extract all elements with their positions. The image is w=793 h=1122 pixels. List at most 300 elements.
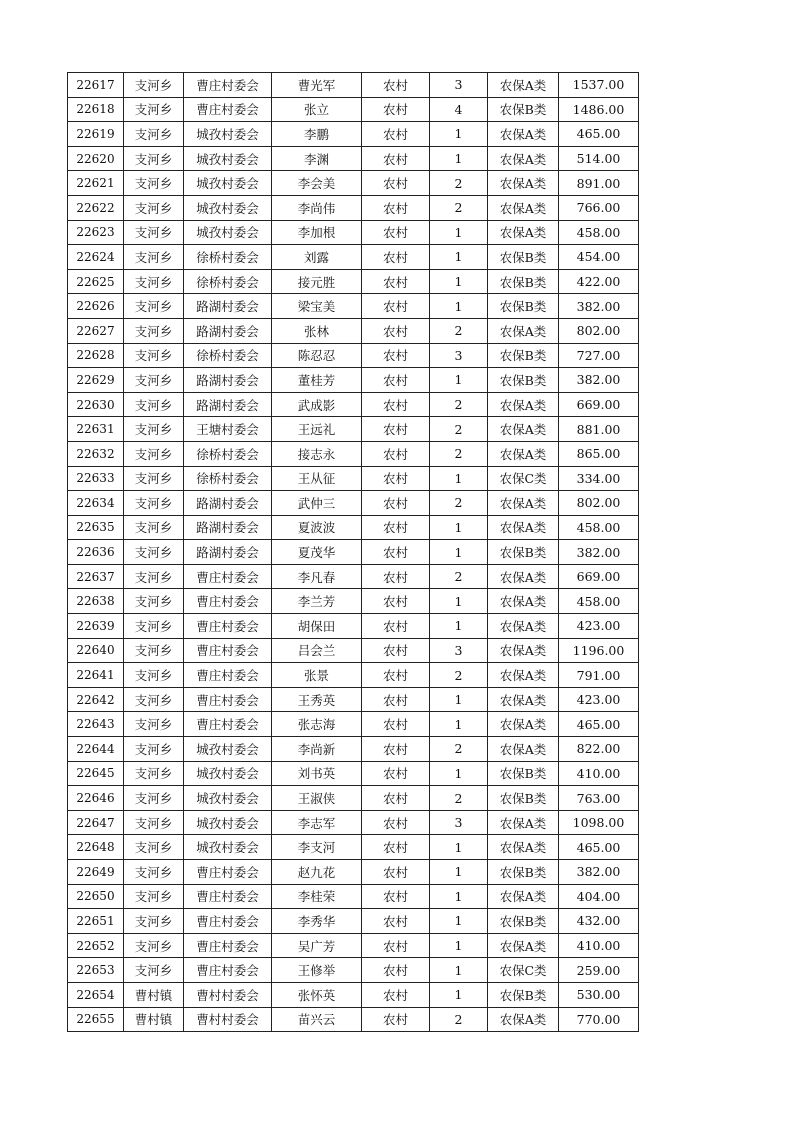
table-row: [68, 982, 639, 1007]
insurance-category-cell: 农保A类: [488, 564, 559, 589]
area-type-cell: 农村: [362, 269, 430, 294]
record-id-cell: 22646: [68, 786, 124, 811]
township-cell: 支河乡: [124, 712, 184, 737]
village-committee-cell: 王塘村委会: [184, 417, 272, 442]
township-cell: 支河乡: [124, 515, 184, 540]
household-size-cell: 1: [430, 761, 488, 786]
amount-cell: 802.00: [559, 318, 639, 343]
area-type-cell: 农村: [362, 368, 430, 393]
amount-cell: 791.00: [559, 663, 639, 688]
household-size-cell: 1: [430, 860, 488, 885]
table-row: [68, 441, 639, 466]
table-row: [68, 318, 639, 343]
area-type-cell: 农村: [362, 122, 430, 147]
record-id-cell: 22627: [68, 318, 124, 343]
table-row: [68, 294, 639, 319]
area-type-cell: 农村: [362, 73, 430, 98]
township-cell: 支河乡: [124, 786, 184, 811]
area-type-cell: 农村: [362, 958, 430, 983]
person-name-cell: 吴广芳: [272, 933, 362, 958]
insurance-category-cell: 农保B类: [488, 761, 559, 786]
village-committee-cell: 曹村村委会: [184, 1007, 272, 1032]
area-type-cell: 农村: [362, 540, 430, 565]
insurance-category-cell: 农保A类: [488, 417, 559, 442]
household-size-cell: 1: [430, 294, 488, 319]
household-size-cell: 1: [430, 835, 488, 860]
person-name-cell: 李桂荣: [272, 884, 362, 909]
person-name-cell: 胡保田: [272, 614, 362, 639]
record-id-cell: 22643: [68, 712, 124, 737]
village-committee-cell: 曹庄村委会: [184, 860, 272, 885]
area-type-cell: 农村: [362, 860, 430, 885]
table-row: [68, 146, 639, 171]
person-name-cell: 梁宝美: [272, 294, 362, 319]
village-committee-cell: 曹庄村委会: [184, 958, 272, 983]
record-id-cell: 22641: [68, 663, 124, 688]
amount-cell: 881.00: [559, 417, 639, 442]
village-committee-cell: 曹庄村委会: [184, 933, 272, 958]
insurance-category-cell: 农保B类: [488, 368, 559, 393]
township-cell: 支河乡: [124, 269, 184, 294]
amount-cell: 1196.00: [559, 638, 639, 663]
table-row: [68, 958, 639, 983]
household-size-cell: 4: [430, 97, 488, 122]
village-committee-cell: 曹庄村委会: [184, 909, 272, 934]
person-name-cell: 武成影: [272, 392, 362, 417]
amount-cell: 1537.00: [559, 73, 639, 98]
household-size-cell: 2: [430, 663, 488, 688]
township-cell: 支河乡: [124, 933, 184, 958]
amount-cell: 465.00: [559, 712, 639, 737]
area-type-cell: 农村: [362, 909, 430, 934]
person-name-cell: 刘露: [272, 245, 362, 270]
area-type-cell: 农村: [362, 294, 430, 319]
household-size-cell: 1: [430, 933, 488, 958]
table-row: [68, 491, 639, 516]
village-committee-cell: 徐桥村委会: [184, 441, 272, 466]
village-committee-cell: 路湖村委会: [184, 368, 272, 393]
village-committee-cell: 曹庄村委会: [184, 564, 272, 589]
record-id-cell: 22644: [68, 737, 124, 762]
record-id-cell: 22622: [68, 195, 124, 220]
insurance-category-cell: 农保A类: [488, 146, 559, 171]
person-name-cell: 刘书英: [272, 761, 362, 786]
township-cell: 支河乡: [124, 146, 184, 171]
person-name-cell: 王淑侠: [272, 786, 362, 811]
insurance-category-cell: 农保A类: [488, 491, 559, 516]
table-row: [68, 1007, 639, 1032]
person-name-cell: 张志海: [272, 712, 362, 737]
table-row: [68, 564, 639, 589]
person-name-cell: 接元胜: [272, 269, 362, 294]
township-cell: 支河乡: [124, 663, 184, 688]
area-type-cell: 农村: [362, 663, 430, 688]
township-cell: 支河乡: [124, 171, 184, 196]
amount-cell: 766.00: [559, 195, 639, 220]
person-name-cell: 王远礼: [272, 417, 362, 442]
household-size-cell: 1: [430, 515, 488, 540]
village-committee-cell: 城孜村委会: [184, 737, 272, 762]
table-row: [68, 540, 639, 565]
insurance-category-cell: 农保B类: [488, 860, 559, 885]
insurance-category-cell: 农保A类: [488, 737, 559, 762]
area-type-cell: 农村: [362, 171, 430, 196]
area-type-cell: 农村: [362, 712, 430, 737]
person-name-cell: 李会美: [272, 171, 362, 196]
amount-cell: 763.00: [559, 786, 639, 811]
insurance-category-cell: 农保A类: [488, 638, 559, 663]
village-committee-cell: 曹庄村委会: [184, 884, 272, 909]
record-id-cell: 22635: [68, 515, 124, 540]
record-id-cell: 22620: [68, 146, 124, 171]
village-committee-cell: 城孜村委会: [184, 761, 272, 786]
table-row: [68, 737, 639, 762]
village-committee-cell: 曹庄村委会: [184, 73, 272, 98]
township-cell: 支河乡: [124, 737, 184, 762]
area-type-cell: 农村: [362, 491, 430, 516]
household-size-cell: 3: [430, 810, 488, 835]
insurance-category-cell: 农保B类: [488, 245, 559, 270]
area-type-cell: 农村: [362, 982, 430, 1007]
village-committee-cell: 徐桥村委会: [184, 245, 272, 270]
household-size-cell: 1: [430, 614, 488, 639]
household-size-cell: 2: [430, 195, 488, 220]
area-type-cell: 农村: [362, 786, 430, 811]
table-row: [68, 884, 639, 909]
insurance-category-cell: 农保A类: [488, 810, 559, 835]
area-type-cell: 农村: [362, 417, 430, 442]
record-id-cell: 22634: [68, 491, 124, 516]
records-table-body: [68, 73, 639, 1032]
township-cell: 曹村镇: [124, 982, 184, 1007]
amount-cell: 382.00: [559, 540, 639, 565]
township-cell: 支河乡: [124, 860, 184, 885]
amount-cell: 458.00: [559, 515, 639, 540]
record-id-cell: 22629: [68, 368, 124, 393]
record-id-cell: 22618: [68, 97, 124, 122]
table-row: [68, 122, 639, 147]
table-row: [68, 171, 639, 196]
person-name-cell: 夏茂华: [272, 540, 362, 565]
area-type-cell: 农村: [362, 392, 430, 417]
township-cell: 支河乡: [124, 638, 184, 663]
amount-cell: 422.00: [559, 269, 639, 294]
village-committee-cell: 徐桥村委会: [184, 466, 272, 491]
amount-cell: 727.00: [559, 343, 639, 368]
table-row: [68, 687, 639, 712]
area-type-cell: 农村: [362, 441, 430, 466]
township-cell: 支河乡: [124, 417, 184, 442]
township-cell: 支河乡: [124, 564, 184, 589]
township-cell: 支河乡: [124, 294, 184, 319]
amount-cell: 382.00: [559, 368, 639, 393]
township-cell: 支河乡: [124, 368, 184, 393]
village-committee-cell: 城孜村委会: [184, 171, 272, 196]
table-row: [68, 638, 639, 663]
household-size-cell: 2: [430, 786, 488, 811]
household-size-cell: 1: [430, 146, 488, 171]
person-name-cell: 接志永: [272, 441, 362, 466]
record-id-cell: 22640: [68, 638, 124, 663]
amount-cell: 802.00: [559, 491, 639, 516]
insurance-category-cell: 农保A类: [488, 220, 559, 245]
table-row: [68, 368, 639, 393]
person-name-cell: 王修举: [272, 958, 362, 983]
record-id-cell: 22626: [68, 294, 124, 319]
record-id-cell: 22651: [68, 909, 124, 934]
insurance-category-cell: 农保A类: [488, 441, 559, 466]
record-id-cell: 22652: [68, 933, 124, 958]
township-cell: 支河乡: [124, 614, 184, 639]
insurance-category-cell: 农保A类: [488, 614, 559, 639]
household-size-cell: 3: [430, 73, 488, 98]
person-name-cell: 李兰芳: [272, 589, 362, 614]
insurance-category-cell: 农保A类: [488, 122, 559, 147]
table-row: [68, 589, 639, 614]
village-committee-cell: 城孜村委会: [184, 786, 272, 811]
township-cell: 支河乡: [124, 909, 184, 934]
table-row: [68, 810, 639, 835]
person-name-cell: 李凡春: [272, 564, 362, 589]
township-cell: 支河乡: [124, 245, 184, 270]
table-row: [68, 392, 639, 417]
insurance-category-cell: 农保A类: [488, 1007, 559, 1032]
record-id-cell: 22633: [68, 466, 124, 491]
amount-cell: 465.00: [559, 122, 639, 147]
amount-cell: 454.00: [559, 245, 639, 270]
amount-cell: 423.00: [559, 614, 639, 639]
amount-cell: 334.00: [559, 466, 639, 491]
household-size-cell: 1: [430, 982, 488, 1007]
person-name-cell: 董桂芳: [272, 368, 362, 393]
insurance-category-cell: 农保C类: [488, 958, 559, 983]
insurance-category-cell: 农保A类: [488, 318, 559, 343]
area-type-cell: 农村: [362, 97, 430, 122]
insurance-category-cell: 农保B类: [488, 909, 559, 934]
area-type-cell: 农村: [362, 884, 430, 909]
area-type-cell: 农村: [362, 515, 430, 540]
township-cell: 支河乡: [124, 195, 184, 220]
township-cell: 支河乡: [124, 392, 184, 417]
household-size-cell: 2: [430, 1007, 488, 1032]
township-cell: 支河乡: [124, 958, 184, 983]
area-type-cell: 农村: [362, 589, 430, 614]
township-cell: 支河乡: [124, 73, 184, 98]
person-name-cell: 李渊: [272, 146, 362, 171]
township-cell: 支河乡: [124, 97, 184, 122]
person-name-cell: 张立: [272, 97, 362, 122]
table-row: [68, 835, 639, 860]
record-id-cell: 22648: [68, 835, 124, 860]
table-row: [68, 515, 639, 540]
table-row: [68, 909, 639, 934]
insurance-category-cell: 农保B类: [488, 786, 559, 811]
person-name-cell: 曹光军: [272, 73, 362, 98]
insurance-category-cell: 农保B类: [488, 294, 559, 319]
record-id-cell: 22628: [68, 343, 124, 368]
amount-cell: 458.00: [559, 220, 639, 245]
insurance-category-cell: 农保C类: [488, 466, 559, 491]
insurance-category-cell: 农保A类: [488, 515, 559, 540]
insurance-category-cell: 农保A类: [488, 933, 559, 958]
village-committee-cell: 徐桥村委会: [184, 343, 272, 368]
village-committee-cell: 城孜村委会: [184, 195, 272, 220]
amount-cell: 530.00: [559, 982, 639, 1007]
record-id-cell: 22650: [68, 884, 124, 909]
table-row: [68, 343, 639, 368]
insurance-category-cell: 农保B类: [488, 982, 559, 1007]
household-size-cell: 3: [430, 343, 488, 368]
village-committee-cell: 曹庄村委会: [184, 614, 272, 639]
area-type-cell: 农村: [362, 318, 430, 343]
person-name-cell: 王从征: [272, 466, 362, 491]
area-type-cell: 农村: [362, 146, 430, 171]
household-size-cell: 1: [430, 269, 488, 294]
table-row: [68, 786, 639, 811]
amount-cell: 822.00: [559, 737, 639, 762]
person-name-cell: 王秀英: [272, 687, 362, 712]
village-committee-cell: 曹庄村委会: [184, 638, 272, 663]
table-row: [68, 614, 639, 639]
household-size-cell: 1: [430, 958, 488, 983]
amount-cell: 1486.00: [559, 97, 639, 122]
table-row: [68, 220, 639, 245]
amount-cell: 410.00: [559, 761, 639, 786]
household-size-cell: 2: [430, 737, 488, 762]
household-size-cell: 1: [430, 368, 488, 393]
person-name-cell: 张景: [272, 663, 362, 688]
person-name-cell: 李加根: [272, 220, 362, 245]
table-row: [68, 761, 639, 786]
village-committee-cell: 路湖村委会: [184, 540, 272, 565]
record-id-cell: 22655: [68, 1007, 124, 1032]
amount-cell: 423.00: [559, 687, 639, 712]
records-table: [67, 72, 639, 1032]
village-committee-cell: 城孜村委会: [184, 835, 272, 860]
person-name-cell: 张林: [272, 318, 362, 343]
record-id-cell: 22638: [68, 589, 124, 614]
insurance-category-cell: 农保B类: [488, 97, 559, 122]
amount-cell: 382.00: [559, 860, 639, 885]
person-name-cell: 李鹏: [272, 122, 362, 147]
household-size-cell: 2: [430, 318, 488, 343]
insurance-category-cell: 农保A类: [488, 73, 559, 98]
record-id-cell: 22649: [68, 860, 124, 885]
table-row: [68, 73, 639, 98]
amount-cell: 669.00: [559, 392, 639, 417]
area-type-cell: 农村: [362, 466, 430, 491]
area-type-cell: 农村: [362, 220, 430, 245]
area-type-cell: 农村: [362, 933, 430, 958]
amount-cell: 458.00: [559, 589, 639, 614]
insurance-category-cell: 农保A类: [488, 884, 559, 909]
village-committee-cell: 曹庄村委会: [184, 712, 272, 737]
household-size-cell: 1: [430, 466, 488, 491]
township-cell: 支河乡: [124, 491, 184, 516]
village-committee-cell: 城孜村委会: [184, 810, 272, 835]
person-name-cell: 李志军: [272, 810, 362, 835]
household-size-cell: 3: [430, 638, 488, 663]
amount-cell: 259.00: [559, 958, 639, 983]
household-size-cell: 2: [430, 417, 488, 442]
village-committee-cell: 路湖村委会: [184, 392, 272, 417]
area-type-cell: 农村: [362, 195, 430, 220]
township-cell: 支河乡: [124, 884, 184, 909]
person-name-cell: 张怀英: [272, 982, 362, 1007]
table-row: [68, 712, 639, 737]
amount-cell: 1098.00: [559, 810, 639, 835]
amount-cell: 770.00: [559, 1007, 639, 1032]
village-committee-cell: 路湖村委会: [184, 515, 272, 540]
area-type-cell: 农村: [362, 1007, 430, 1032]
area-type-cell: 农村: [362, 343, 430, 368]
insurance-category-cell: 农保B类: [488, 343, 559, 368]
household-size-cell: 1: [430, 589, 488, 614]
record-id-cell: 22636: [68, 540, 124, 565]
person-name-cell: 李尚新: [272, 737, 362, 762]
household-size-cell: 1: [430, 245, 488, 270]
area-type-cell: 农村: [362, 614, 430, 639]
household-size-cell: 1: [430, 540, 488, 565]
person-name-cell: 苗兴云: [272, 1007, 362, 1032]
record-id-cell: 22637: [68, 564, 124, 589]
household-size-cell: 1: [430, 220, 488, 245]
table-row: [68, 245, 639, 270]
village-committee-cell: 路湖村委会: [184, 294, 272, 319]
person-name-cell: 赵九花: [272, 860, 362, 885]
record-id-cell: 22619: [68, 122, 124, 147]
township-cell: 支河乡: [124, 540, 184, 565]
township-cell: 支河乡: [124, 220, 184, 245]
village-committee-cell: 城孜村委会: [184, 122, 272, 147]
township-cell: 支河乡: [124, 835, 184, 860]
person-name-cell: 李秀华: [272, 909, 362, 934]
record-id-cell: 22654: [68, 982, 124, 1007]
amount-cell: 465.00: [559, 835, 639, 860]
insurance-category-cell: 农保B类: [488, 269, 559, 294]
amount-cell: 382.00: [559, 294, 639, 319]
table-row: [68, 860, 639, 885]
record-id-cell: 22630: [68, 392, 124, 417]
village-committee-cell: 曹庄村委会: [184, 663, 272, 688]
township-cell: 支河乡: [124, 810, 184, 835]
record-id-cell: 22624: [68, 245, 124, 270]
township-cell: 支河乡: [124, 122, 184, 147]
amount-cell: 404.00: [559, 884, 639, 909]
township-cell: 支河乡: [124, 589, 184, 614]
insurance-category-cell: 农保B类: [488, 540, 559, 565]
household-size-cell: 1: [430, 884, 488, 909]
record-id-cell: 22625: [68, 269, 124, 294]
insurance-category-cell: 农保A类: [488, 712, 559, 737]
record-id-cell: 22639: [68, 614, 124, 639]
table-row: [68, 97, 639, 122]
township-cell: 支河乡: [124, 761, 184, 786]
table-row: [68, 933, 639, 958]
insurance-category-cell: 农保A类: [488, 835, 559, 860]
person-name-cell: 武仲三: [272, 491, 362, 516]
township-cell: 曹村镇: [124, 1007, 184, 1032]
township-cell: 支河乡: [124, 318, 184, 343]
record-id-cell: 22645: [68, 761, 124, 786]
household-size-cell: 2: [430, 564, 488, 589]
area-type-cell: 农村: [362, 638, 430, 663]
household-size-cell: 1: [430, 122, 488, 147]
amount-cell: 669.00: [559, 564, 639, 589]
table-row: [68, 466, 639, 491]
household-size-cell: 1: [430, 909, 488, 934]
person-name-cell: 李尚伟: [272, 195, 362, 220]
